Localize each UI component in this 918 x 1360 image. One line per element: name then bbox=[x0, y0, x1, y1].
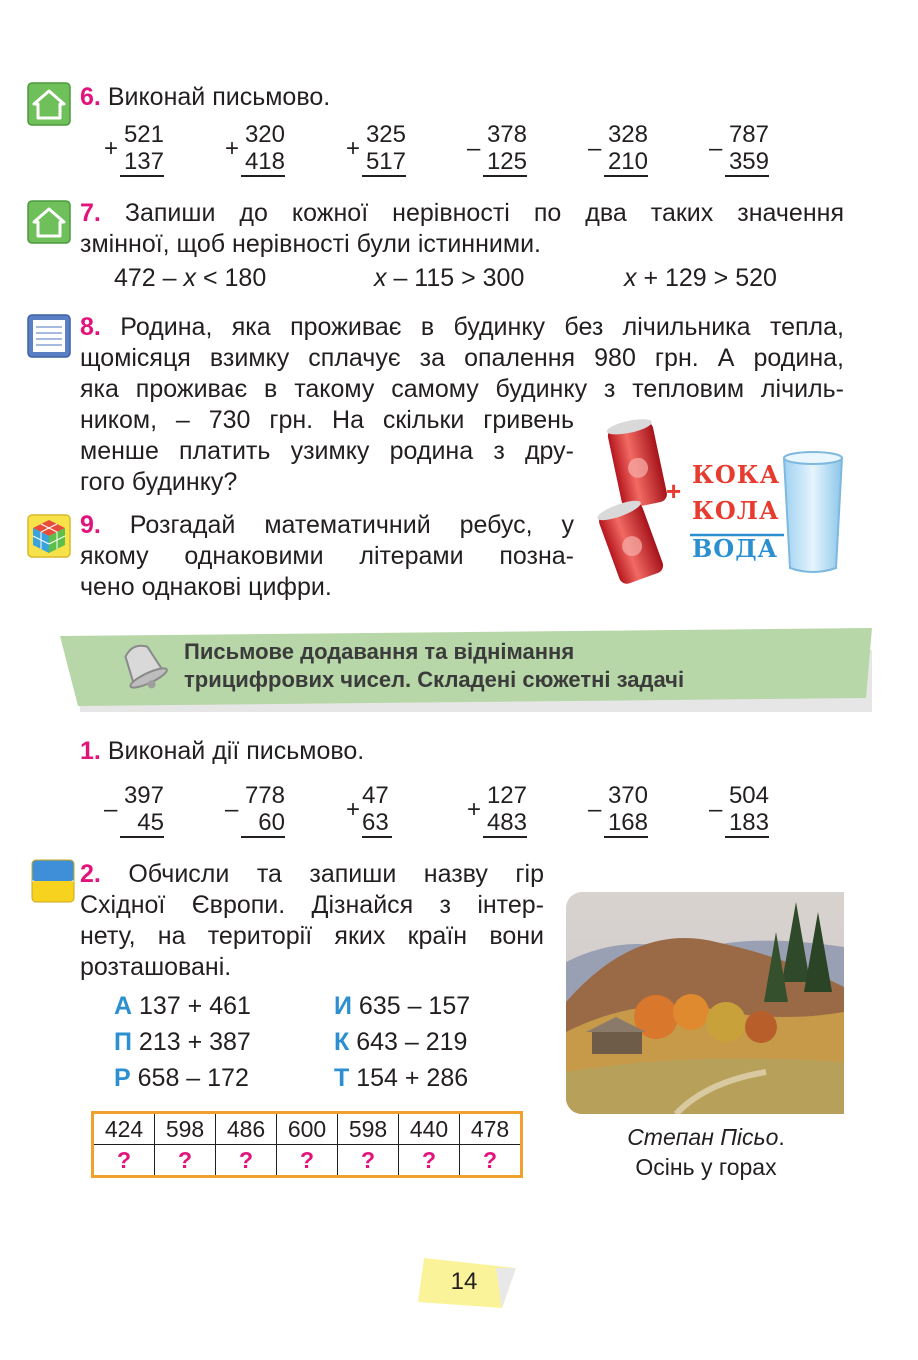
operand-bottom: 359 bbox=[725, 149, 769, 177]
answer-row bbox=[93, 1113, 522, 1145]
expression-text: 643 – 219 bbox=[349, 1028, 468, 1056]
operand-top: 378 bbox=[486, 121, 527, 148]
ineq-part: – 115 > 300 bbox=[386, 264, 525, 292]
answer-cell: 600 bbox=[277, 1113, 338, 1145]
cube-puzzle-icon bbox=[27, 514, 71, 558]
operand-bottom: 125 bbox=[483, 149, 527, 177]
task-text: Розгадай математичний ребус, у bbox=[129, 511, 574, 539]
rebus-word-2: КОЛА bbox=[692, 496, 780, 525]
task-8-line-3: яка проживає в такому самому будинку з тепловим лічиль- bbox=[80, 375, 844, 403]
operand-bottom: 137 bbox=[120, 149, 164, 177]
caption-dot: . bbox=[778, 1124, 785, 1150]
operator: – bbox=[588, 135, 602, 162]
operand-top: 127 bbox=[486, 782, 527, 809]
ineq-part: + 129 > 520 bbox=[636, 264, 777, 292]
task-text: Обчисли та запиши назву гір bbox=[128, 860, 544, 888]
task-number: 8. bbox=[80, 313, 101, 341]
expression-text: 213 + 387 bbox=[131, 1028, 251, 1056]
task-7-line-2: змінної, щоб нерівності були істинними. bbox=[80, 230, 541, 258]
operand-bottom: 60 bbox=[241, 810, 285, 838]
task-text: Виконай дії письмово. bbox=[107, 737, 365, 765]
task-6 bbox=[80, 82, 330, 113]
operator: + bbox=[467, 796, 482, 823]
task-9-line-1 bbox=[80, 510, 574, 541]
operand-bottom: 517 bbox=[362, 149, 406, 177]
rebus-word-1: КОКА bbox=[692, 460, 781, 489]
letter-row bbox=[93, 1145, 522, 1177]
operator: – bbox=[225, 796, 239, 823]
painting-caption bbox=[566, 1122, 846, 1182]
task-7-line-1 bbox=[80, 198, 844, 229]
section-title-line-1: Письмове додавання та віднімання bbox=[184, 639, 575, 664]
answer-cell: 598 bbox=[338, 1113, 399, 1145]
task-number: 9. bbox=[80, 511, 101, 539]
task-text: Запиши до кожної нерівності по два таких значення bbox=[124, 199, 844, 227]
operand-bottom: 418 bbox=[241, 149, 285, 177]
operand-top: 521 bbox=[123, 121, 164, 148]
answer-table bbox=[91, 1111, 523, 1178]
plus-sign: + bbox=[666, 476, 682, 506]
operand-bottom: 210 bbox=[604, 149, 648, 177]
caption-title: Осінь у горах bbox=[635, 1154, 777, 1180]
code-letter: Р bbox=[114, 1064, 131, 1092]
task-8-line-2: щомісяця взимку сплачує за опалення 980 грн. А родина, bbox=[80, 344, 844, 372]
ineq-part: 472 – bbox=[114, 264, 184, 292]
section-task-2-line-3: нету, на території яких країн вони bbox=[80, 922, 544, 950]
operand-bottom: 183 bbox=[725, 810, 769, 838]
expression bbox=[114, 991, 251, 1022]
letter-cell[interactable]: ? bbox=[460, 1145, 522, 1177]
painting-image bbox=[566, 892, 844, 1114]
section-title bbox=[184, 638, 684, 694]
task-text: Родина, яка проживає в будинку без лічильника тепла, bbox=[120, 313, 844, 341]
task-9-line-3: чено однакові цифри. bbox=[80, 573, 332, 601]
ineq-part: < 180 bbox=[196, 264, 267, 292]
letter-cell[interactable]: ? bbox=[216, 1145, 277, 1177]
operand-top: 328 bbox=[607, 121, 648, 148]
operand-top: 397 bbox=[123, 782, 164, 809]
section-task-2-line-2: Східної Європи. Дізнайся з інтер- bbox=[80, 891, 544, 919]
code-letter: А bbox=[114, 992, 133, 1020]
task-9-line-2: якому однаковими літерами позна- bbox=[80, 542, 574, 570]
caption-author-line bbox=[566, 1122, 846, 1152]
section-task-1 bbox=[80, 736, 364, 767]
variable: x bbox=[624, 264, 637, 292]
operator: + bbox=[346, 135, 361, 162]
operator: + bbox=[104, 135, 119, 162]
task-number: 1. bbox=[80, 737, 101, 765]
operand-top: 504 bbox=[728, 782, 769, 809]
expression bbox=[334, 991, 470, 1022]
operand-top: 47 bbox=[362, 782, 389, 809]
operand-top: 778 bbox=[244, 782, 285, 809]
section-task-2-line-1 bbox=[80, 859, 544, 890]
operand-bottom: 168 bbox=[604, 810, 648, 838]
operand-top: 320 bbox=[244, 121, 285, 148]
task-number: 6. bbox=[80, 83, 101, 111]
code-letter: К bbox=[334, 1028, 350, 1056]
operator: – bbox=[709, 135, 723, 162]
code-letter: П bbox=[114, 1028, 132, 1056]
letter-cell[interactable]: ? bbox=[277, 1145, 338, 1177]
caption-author: Степан Пісьо bbox=[627, 1124, 779, 1150]
task-number: 7. bbox=[80, 199, 101, 227]
ukraine-flag-icon bbox=[31, 859, 75, 903]
task-number: 2. bbox=[80, 860, 101, 888]
task-8-line-5: менше платить узимку родина з дру- bbox=[80, 437, 574, 465]
letter-cell[interactable]: ? bbox=[155, 1145, 216, 1177]
answer-cell: 440 bbox=[399, 1113, 460, 1145]
code-letter: Т bbox=[334, 1064, 350, 1092]
inequality-2 bbox=[374, 263, 524, 294]
answer-cell: 424 bbox=[93, 1113, 155, 1145]
section-task-2-line-4: розташовані. bbox=[80, 953, 232, 981]
operand-bottom: 63 bbox=[362, 810, 392, 838]
page-number: 14 bbox=[450, 1268, 478, 1295]
answer-cell: 478 bbox=[460, 1113, 522, 1145]
operator: – bbox=[709, 796, 723, 823]
answer-cell: 486 bbox=[216, 1113, 277, 1145]
operand-top: 370 bbox=[607, 782, 648, 809]
operand-bottom: 45 bbox=[120, 810, 164, 838]
expression bbox=[114, 1027, 251, 1058]
task-text: Виконай письмово. bbox=[107, 83, 331, 111]
letter-cell[interactable]: ? bbox=[338, 1145, 399, 1177]
letter-cell[interactable]: ? bbox=[93, 1145, 155, 1177]
expression-text: 635 – 157 bbox=[351, 992, 471, 1020]
task-8-line-6: гого будинку? bbox=[80, 468, 238, 496]
expression bbox=[334, 1063, 468, 1094]
letter-cell[interactable]: ? bbox=[399, 1145, 460, 1177]
expression bbox=[114, 1063, 249, 1094]
inequality-3 bbox=[624, 263, 777, 294]
task-8-line-4: ником, – 730 грн. На скільки гривень bbox=[80, 406, 574, 434]
rebus-illustration bbox=[592, 418, 852, 588]
operand-top: 787 bbox=[728, 121, 769, 148]
operand-top: 325 bbox=[365, 121, 406, 148]
code-letter: И bbox=[334, 992, 352, 1020]
operator: – bbox=[467, 135, 481, 162]
task-8-line-1 bbox=[80, 312, 844, 343]
operator: + bbox=[346, 796, 361, 823]
expression bbox=[334, 1027, 467, 1058]
operator: – bbox=[104, 796, 118, 823]
expression-text: 137 + 461 bbox=[132, 992, 251, 1020]
answer-cell: 598 bbox=[155, 1113, 216, 1145]
operator: – bbox=[588, 796, 602, 823]
inequality-1 bbox=[114, 263, 266, 294]
rebus-word-3: ВОДА bbox=[692, 534, 779, 563]
bell-icon bbox=[112, 636, 176, 700]
variable: x bbox=[183, 264, 197, 292]
notebook-icon bbox=[27, 314, 71, 358]
operator: + bbox=[225, 135, 240, 162]
expression-text: 154 + 286 bbox=[349, 1064, 469, 1092]
home-icon bbox=[27, 200, 71, 244]
section-title-line-2: трицифрових чисел. Складені сюжетні задачі bbox=[184, 667, 685, 692]
variable: x bbox=[374, 264, 387, 292]
operand-bottom: 483 bbox=[483, 810, 527, 838]
home-icon bbox=[27, 82, 71, 126]
expression-text: 658 – 172 bbox=[130, 1064, 249, 1092]
